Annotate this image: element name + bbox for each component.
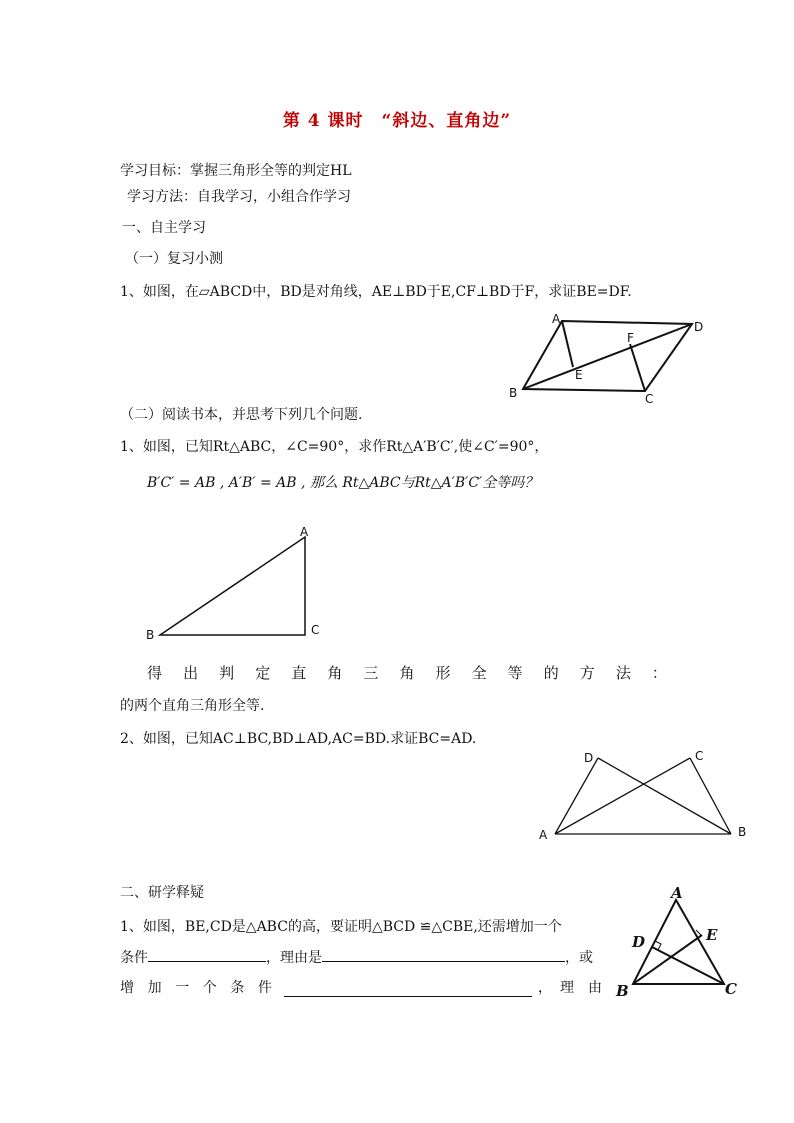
question-parallelogram: 1、如图，在▱ABCD中，BD是对角线，AE⊥BD于E,CF⊥BD于F，求证BE=DF. — [120, 284, 632, 300]
learning-objective: 学习目标：掌握三角形全等的判定HL — [120, 163, 352, 179]
add-condition-label — [120, 977, 272, 997]
conclusion-char: 法 — [615, 664, 631, 682]
reading-heading: （二）阅读书本，并思考下列几个问题. — [120, 407, 363, 423]
question-altitudes-line3 — [120, 977, 602, 997]
label-E: E — [575, 368, 583, 382]
answer-blank-condition-1[interactable] — [148, 947, 266, 962]
conclusion-char: 出 — [183, 664, 199, 682]
label-C: C — [645, 392, 654, 406]
label-B: B — [616, 982, 629, 1000]
segment-cf — [630, 344, 645, 391]
label-F: F — [627, 331, 634, 345]
conclusion-char: 全 — [471, 664, 487, 682]
answer-blank-reason-1[interactable] — [322, 947, 565, 962]
conclusion-char: 角 — [327, 664, 343, 682]
conclusion-char: 形 — [435, 664, 451, 682]
question-crossed-triangles: 2、如图，已知AC⊥BC,BD⊥AD,AC=BD.求证BC=AD. — [120, 731, 477, 747]
diagonal-bd — [523, 324, 692, 389]
question-altitudes: 1、如图，BE,CD是△ABC的高，要证明△BCD ≌△CBE,还需增加一个 — [120, 919, 562, 935]
hl-conclusion-line — [147, 662, 667, 683]
line3-char: 件 — [257, 980, 272, 996]
line3-reason: 理 由 — [560, 980, 602, 996]
right-triangle-figure — [140, 520, 340, 650]
conclusion-char: ： — [651, 664, 667, 682]
label-E: E — [706, 926, 718, 944]
conclusion-char: 直 — [291, 664, 307, 682]
section2-heading: 二、研学释疑 — [120, 885, 204, 901]
conclusion-char: 等 — [507, 664, 523, 682]
label-A: A — [552, 312, 561, 326]
answer-blank-condition-2[interactable] — [284, 982, 532, 997]
conclusion-continuation: 的两个直角三角形全等. — [120, 698, 265, 714]
label-A: A — [539, 828, 548, 842]
segment-ac — [555, 758, 690, 834]
segment-ae — [562, 321, 573, 367]
question-rt-triangle-condition: B′C′ = AB , A′B′ = AB , 那么 Rt△ABC与Rt△A′B′C′全等吗？ — [147, 475, 539, 491]
label-B: B — [146, 628, 155, 642]
label-B: B — [738, 825, 747, 839]
label-reason: ，理由是 — [266, 950, 322, 966]
conclusion-char: 角 — [399, 664, 415, 682]
conclusion-char: 方 — [579, 664, 595, 682]
question-altitudes-line2 — [120, 947, 593, 967]
label-D: D — [632, 933, 646, 951]
label-C: C — [725, 980, 737, 998]
line3-char: 条 — [230, 980, 245, 996]
label-C: C — [695, 749, 704, 763]
right-triangle-abc — [160, 537, 305, 635]
question-rt-triangle: 1、如图，已知Rt△ABC，∠C=90°，求作Rt△A′B′C′,使∠C′=90°， — [120, 439, 549, 455]
line3-char: 加 — [147, 980, 162, 996]
label-A: A — [300, 525, 309, 539]
learning-method: 学习方法：自我学习，小组合作学习 — [127, 189, 351, 205]
conclusion-char: 三 — [363, 664, 379, 682]
label-D: D — [584, 751, 594, 765]
conclusion-char: 的 — [543, 664, 559, 682]
page-title: 第 4 课时 “斜边、直角边” — [282, 111, 512, 131]
label-B: B — [509, 386, 518, 400]
label-A: A — [671, 884, 683, 902]
line3-char: 个 — [202, 980, 217, 996]
line3-comma: ， — [538, 980, 552, 996]
conclusion-char: 判 — [219, 664, 235, 682]
altitudes-triangle-figure — [612, 880, 742, 998]
parallelogram-figure — [500, 305, 720, 405]
line3-char: 一 — [175, 980, 190, 996]
label-or: ，或 — [565, 950, 593, 966]
line3-char: 增 — [120, 980, 134, 996]
crossed-triangles-figure — [535, 745, 755, 845]
label-condition: 条件 — [120, 950, 148, 966]
label-D: D — [694, 320, 704, 334]
section1-heading: 一、自主学习 — [122, 220, 206, 236]
review-quiz-heading: （一）复习小测 — [125, 251, 223, 267]
label-C: C — [311, 623, 320, 637]
conclusion-char: 定 — [255, 664, 271, 682]
conclusion-char: 得 — [147, 664, 163, 682]
